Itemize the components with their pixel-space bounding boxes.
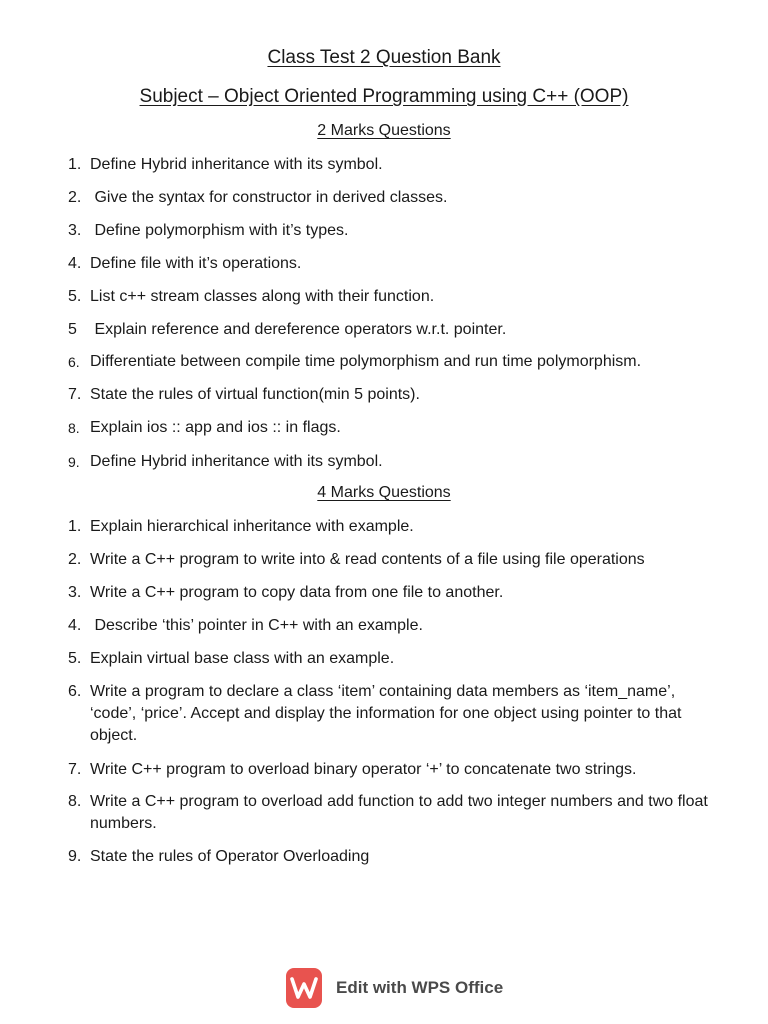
question-text: Differentiate between compile time polymorphism and run time polymorphism. bbox=[90, 353, 642, 370]
question-text: State the rules of Operator Overloading bbox=[90, 848, 370, 865]
section-heading-4-marks: 4 Marks Questions bbox=[317, 484, 451, 501]
question-text: Explain virtual base class with an example. bbox=[90, 650, 395, 667]
question-number: 5. bbox=[68, 288, 82, 305]
question-number: 5 bbox=[68, 321, 77, 338]
question-number: 6. bbox=[68, 354, 80, 370]
question-text: Give the syntax for constructor in derived classes. bbox=[90, 189, 448, 206]
question-text: Write a program to declare a class ‘item’ containing data members as ‘item_name’, ‘code’, ‘price’. Accept and display the information for one object using pointer to that object. bbox=[90, 683, 686, 744]
question-number: 1. bbox=[68, 156, 82, 173]
document-title: Class Test 2 Question Bank bbox=[267, 47, 501, 68]
question-text: Explain reference and dereference operators w.r.t. pointer. bbox=[90, 321, 507, 338]
question-text: Define Hybrid inheritance with its symbol. bbox=[90, 453, 383, 470]
question-number: 9. bbox=[68, 848, 82, 865]
wps-watermark-text: Edit with WPS Office bbox=[336, 978, 504, 997]
question-number: 4. bbox=[68, 255, 82, 272]
question-text: State the rules of virtual function(min 5 points). bbox=[90, 386, 420, 403]
section-heading-2-marks: 2 Marks Questions bbox=[317, 122, 451, 139]
question-text: Define Hybrid inheritance with its symbol. bbox=[90, 156, 383, 173]
question-number: 3. bbox=[68, 584, 82, 601]
question-text: Describe ‘this’ pointer in C++ with an example. bbox=[90, 617, 423, 634]
question-number: 2. bbox=[68, 551, 82, 568]
wps-logo-icon bbox=[286, 968, 322, 1008]
question-text: Write a C++ program to write into & read contents of a file using file operations bbox=[90, 551, 645, 568]
question-number: 1. bbox=[68, 518, 82, 535]
question-text: Define file with it’s operations. bbox=[90, 255, 302, 272]
question-number: 6. bbox=[68, 683, 82, 700]
question-text: Explain ios :: app and ios :: in flags. bbox=[90, 419, 341, 436]
question-text: Explain hierarchical inheritance with example. bbox=[90, 518, 414, 535]
question-number: 9. bbox=[68, 454, 80, 470]
edit-with-wps-office-link[interactable] bbox=[286, 968, 526, 1008]
question-number: 8. bbox=[68, 793, 82, 810]
question-number: 7. bbox=[68, 761, 82, 778]
question-text: Define polymorphism with it’s types. bbox=[90, 222, 349, 239]
question-number: 4. bbox=[68, 617, 82, 634]
question-number: 5. bbox=[68, 650, 82, 667]
question-text: Write a C++ program to overload add function to add two integer numbers and two float numbers. bbox=[90, 793, 713, 832]
question-text: Write a C++ program to copy data from one file to another. bbox=[90, 584, 504, 601]
question-text: List c++ stream classes along with their function. bbox=[90, 288, 435, 305]
subject-title: Subject – Object Oriented Programming using C++ (OOP) bbox=[139, 86, 629, 107]
question-number: 2. bbox=[68, 189, 82, 206]
question-number: 3. bbox=[68, 222, 82, 239]
question-number: 8. bbox=[68, 420, 80, 436]
question-number: 7. bbox=[68, 386, 82, 403]
question-text: Write C++ program to overload binary operator ‘+’ to concatenate two strings. bbox=[90, 761, 637, 778]
